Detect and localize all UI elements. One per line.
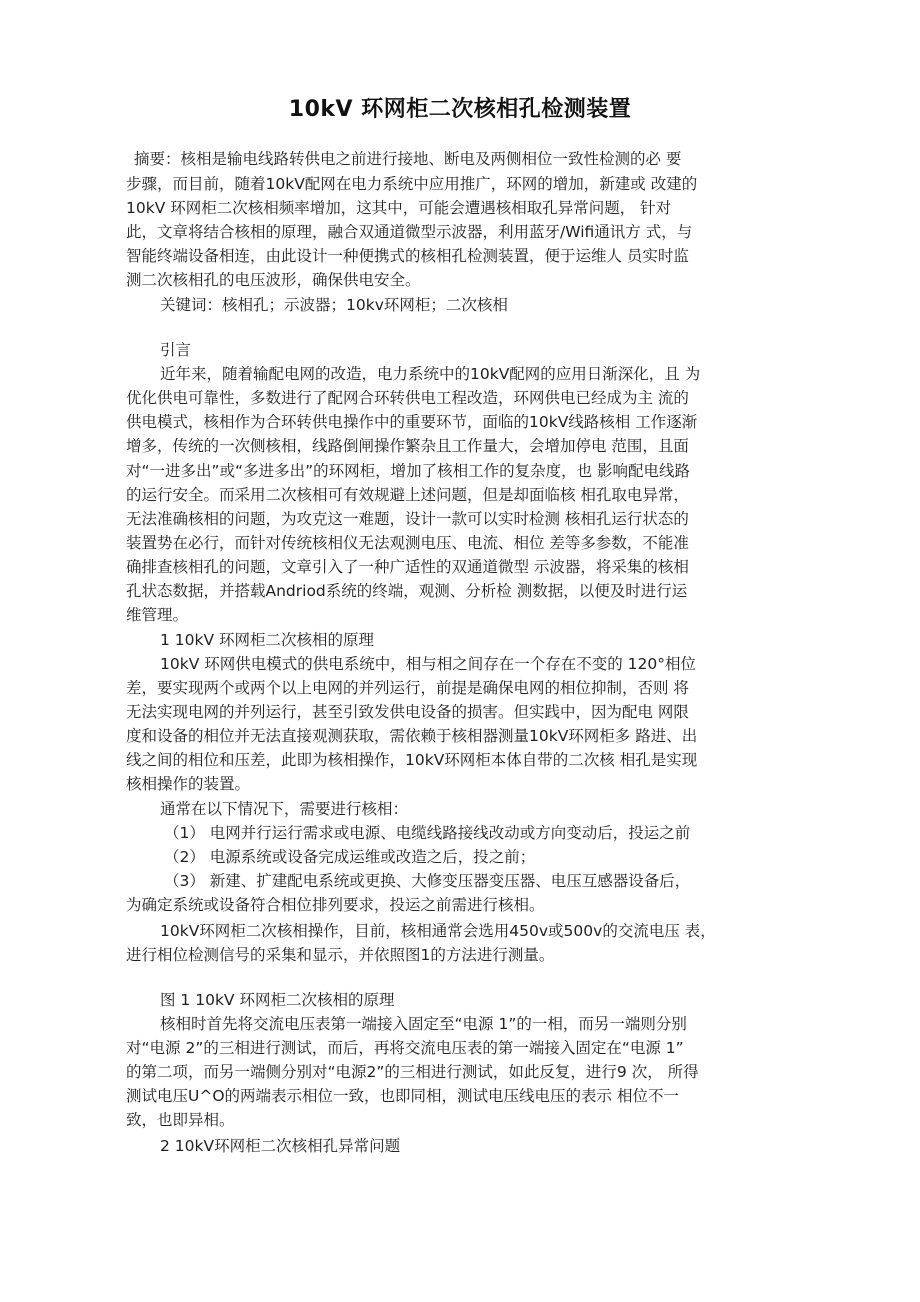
condition-continuation: 为确定系统或设备符合相位排列要求，投运之前需进行核相。 [126,896,545,914]
section1-line: 无法实现电网的并列运行，甚至引致发供电设备的损害。但实践中，因为配电 网限 [126,703,689,721]
intro-line: 维管理。 [126,606,189,624]
intro-line: 供电模式，核相作为合环转供电操作中的重要环节，面临的10kV线路核相 工作逐渐 [126,413,698,431]
intro-line: 增多，传统的一次侧核相，线路倒闸操作繁杂且工作量大，会增加停电 范围，且面 [126,437,689,455]
section1-line: 度和设备的相位并无法直接观测获取，需依赖于核相器测量10kV环网柜多 路进、出 [126,727,698,745]
figure-text-line: 的第二项，而另一端侧分别对“电源2”的三相进行测试，如此反复，进行9 次， 所得 [126,1063,699,1081]
intro-line: 确排查核相孔的问题，文章引入了一种广适性的双通道微型 示波器，将采集的核相 [126,558,689,576]
abstract-line: 10kV 环网柜二次核相频率增加，这其中，可能会遭遇核相取孔异常问题， 针对 [126,199,672,217]
figure-text-line: 致，也即异相。 [126,1111,235,1129]
section-heading: 2 10kV环网柜二次核相孔异常问题 [160,1137,401,1155]
operation-line: 10kV环网柜二次核相操作，目前，核相通常会选用450v或500v的交流电压 表， [160,922,716,940]
intro-line: 孔状态数据，并搭载Andriod系统的终端，观测、分析检 测数据，以便及时进行运 [126,582,688,600]
conditions-intro: 通常在以下情况下，需要进行核相： [160,800,409,818]
condition-item: （2） 电源系统或设备完成运维或改造之后，投之前； [164,848,536,866]
condition-item: （3） 新建、扩建配电系统或更换、大修变压器变压器、电压互感器设备后， [164,872,691,890]
abstract-line: 步骤，而目前，随着10kV配网在电力系统中应用推广，环网的增加，新建或 改建的 [126,175,698,193]
intro-line: 装置势在必行，而针对传统核相仪无法观测电压、电流、相位 差等多参数，不能准 [126,534,689,552]
abstract-line: 测二次核相孔的电压波形，确保供电安全。 [126,271,421,289]
condition-item: （1） 电网并行运行需求或电源、电缆线路接线改动或方向变动后，投运之前 [164,824,691,842]
abstract-line: 此，文章将结合核相的原理，融合双通道微型示波器，利用蓝牙/Wifi通讯方 式，与 [126,223,693,241]
intro-heading: 引言 [160,341,192,359]
intro-line: 近年来，随着输配电网的改造，电力系统中的10kV配网的应用日渐深化，且 为 [160,365,701,383]
intro-line: 优化供电可靠性，多数进行了配网合环转供电工程改造，环网供电已经成为主 流的 [126,389,689,407]
intro-line: 无法准确核相的问题，为攻克这一难题，设计一款可以实时检测 核相孔运行状态的 [126,510,689,528]
section1-line: 差，要实现两个或两个以上电网的并列运行，前提是确保电网的相位抑制，否则 将 [126,679,689,697]
section1-line: 线之间的相位和压差，此即为核相操作，10kV环网柜本体自带的二次核 相孔是实现 [126,751,698,769]
figure-text-line: 核相时首先将交流电压表第一端接入固定至“电源 1”的一相，而另一端则分别 [160,1015,687,1033]
figure-caption: 图 1 10kV 环网柜二次核相的原理 [160,991,395,1009]
intro-line: 的运行安全。而采用二次核相可有效规避上述问题，但是却面临核 相孔取电异常， [126,486,689,504]
abstract-line: 智能终端设备相连，由此设计一种便携式的核相孔检测装置，便于运维人 员实时监 [126,247,689,265]
abstract-line: 摘要：核相是输电线路转供电之前进行接地、断电及两侧相位一致性检测的必 要 [134,150,682,168]
section-heading: 1 10kV 环网柜二次核相的原理 [160,631,375,649]
keywords: 关键词：核相孔；示波器；10kv环网柜；二次核相 [160,296,508,314]
operation-line: 进行相位检测信号的采集和显示，并依照图1的方法进行测量。 [126,946,555,964]
figure-text-line: 对“电源 2”的三相进行测试，而后，再将交流电压表的第一端接入固定在“电源 1” [126,1039,684,1057]
document-title: 10kV 环网柜二次核相孔检测装置 [288,97,632,122]
section1-line: 核相操作的装置。 [126,775,251,793]
figure-text-line: 测试电压U^O的两端表示相位一致，也即同相，测试电压线电压的表示 相位不一 [126,1087,679,1105]
section1-line: 10kV 环网供电模式的供电系统中，相与相之间存在一个存在不变的 120°相位 [160,655,696,673]
intro-line: 对“一进多出”或“多进多出”的环网柜，增加了核相工作的复杂度，也 影响配电线路 [126,462,691,480]
